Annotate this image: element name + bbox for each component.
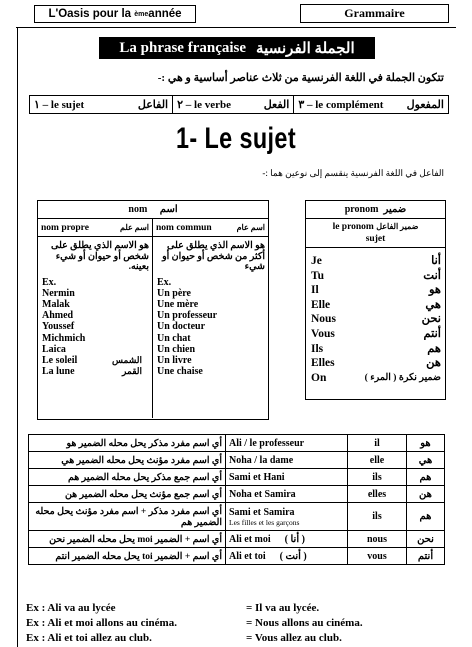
ex-label: Ex. <box>157 276 172 288</box>
element-fr: ٢ – le verbe <box>177 99 231 111</box>
example-note: Les filles et les garçons <box>229 517 300 527</box>
intro-text: تتكون الجملة في اللغة الفرنسية من ثلاث عناصر أساسية و هي :- <box>157 72 444 84</box>
pronom-fr: On <box>311 371 327 384</box>
pronom-ar: هي <box>425 298 441 311</box>
pronom-ar: هن <box>426 357 441 370</box>
pronom-sub-ar: ضمير الفاعل <box>376 222 419 231</box>
example-text: Noha et Samira <box>229 488 296 500</box>
nom-propre-item <box>42 366 142 377</box>
pronom-caption-fr: pronom <box>344 204 379 215</box>
table-row <box>29 435 445 452</box>
ex-label: Ex. <box>42 276 57 288</box>
example-text: Noha / la dame <box>229 454 294 466</box>
replacement-table <box>28 434 445 565</box>
example-right: = Vous allez au club. <box>246 632 342 644</box>
nom-propre-item: Michmich <box>42 332 86 344</box>
nom-commun-ar: اسم عام <box>236 223 265 232</box>
example-line <box>26 601 456 616</box>
example-text: Sami et Hani <box>229 471 285 483</box>
nom-commun-column <box>153 237 268 418</box>
pronoun-ar-cell: أنتم <box>407 548 445 565</box>
pronoun-ar-cell: هم <box>407 503 445 531</box>
pronoun-ar-cell: هو <box>407 435 445 452</box>
example-cell <box>226 452 348 469</box>
example-text: Sami et Samira <box>229 506 295 518</box>
example-text: Ali et toi <box>229 550 266 562</box>
pronom-fr: Ils <box>311 342 324 355</box>
table-row <box>29 548 445 565</box>
rule-cell: أي اسم + الضمير toi يحل محله الضمير انتم <box>29 548 226 565</box>
nom-propre-item: Youssef <box>42 321 75 333</box>
pronom-row <box>311 312 441 327</box>
nom-propre-header <box>38 219 153 236</box>
nom-propre-ar: اسم علم <box>120 223 149 232</box>
example-ar: ( أنت ) <box>279 550 307 562</box>
pronoun-cell: ils <box>348 469 407 486</box>
nom-caption-fr: nom <box>128 204 148 215</box>
rule-cell: أي اسم جمع مذكر يحل محله الضمير هم <box>29 469 226 486</box>
example-cell <box>226 486 348 503</box>
element-fr: ٣ – le complément <box>298 99 384 111</box>
example-cell <box>226 503 348 531</box>
pronom-row <box>311 327 441 342</box>
header-subject-label: Grammaire <box>300 4 449 23</box>
two-types-text: الفاعل في اللغة الفرنسية ينقسم إلى نوعين هما :- <box>262 168 444 178</box>
pronom-row <box>311 371 441 386</box>
pronom-fr: Je <box>311 255 322 267</box>
pronom-row <box>311 269 441 284</box>
nom-propre-item: Nermin <box>42 287 75 299</box>
pronom-row <box>311 254 441 269</box>
example-line <box>26 616 456 631</box>
page-title-fr: La phrase française <box>119 39 247 56</box>
header-school-label <box>34 5 196 23</box>
nom-propre-definition: هو الاسم الذي يطلق على شخص أو حيوان أو شيء بعينه. <box>51 241 149 272</box>
header-sup: ème <box>134 10 149 18</box>
nom-subheader <box>38 219 268 237</box>
rule-cell: أي اسم مفرد مذكر + اسم مفرد مؤنث يحل محله الضمير هم <box>29 503 226 531</box>
nom-propre-fr: nom propre <box>41 222 89 233</box>
table-row <box>29 469 445 486</box>
table-row <box>29 452 445 469</box>
example-cell <box>226 435 348 452</box>
page-title <box>99 37 375 59</box>
nom-caption <box>38 201 268 219</box>
pronoun-cell: ils <box>348 503 407 531</box>
example-cell <box>226 531 348 548</box>
nom-commun-item: Une mère <box>157 298 199 310</box>
pronoun-cell: elle <box>348 452 407 469</box>
pronom-subheader <box>306 219 445 248</box>
element-sujet <box>30 96 172 113</box>
pronom-ar: هم <box>427 342 441 355</box>
pronom-row <box>311 356 441 371</box>
pronom-sub-fr: le pronom <box>332 222 374 232</box>
table-row <box>29 531 445 548</box>
nom-commun-item: Un livre <box>157 354 192 366</box>
header-divider <box>16 27 456 28</box>
header-suffix: année <box>148 8 182 20</box>
rule-cell: أي اسم + الضمير moi يحل محله الضمير نحن <box>29 531 226 548</box>
pronom-fr: Il <box>311 284 319 297</box>
page-title-ar: الجملة الفرنسية <box>256 40 355 57</box>
pronom-row <box>311 342 441 357</box>
pronom-fr: Tu <box>311 269 325 282</box>
examples-block <box>26 601 456 646</box>
nom-propre-item: Ahmed <box>42 310 74 322</box>
nom-propre-item <box>42 355 142 366</box>
nom-table <box>37 200 269 420</box>
nom-propre-item-ar: الشمس <box>112 354 142 365</box>
left-margin-line <box>17 27 18 647</box>
pronom-ar: أنا <box>431 255 441 267</box>
pronom-fr: Nous <box>311 313 336 326</box>
nom-commun-item: Un père <box>157 287 191 299</box>
pronom-ar: نحن <box>421 313 441 326</box>
pronom-table <box>305 200 446 400</box>
nom-commun-item: Une chaise <box>157 366 203 378</box>
example-text: Ali / le professeur <box>229 437 305 449</box>
pronom-fr: Elle <box>311 298 331 311</box>
nom-propre-item: Malak <box>42 298 70 310</box>
element-fr: ١ – le sujet <box>34 99 85 111</box>
pronoun-ar-cell: هم <box>407 469 445 486</box>
pronom-ar: أنت <box>423 269 441 282</box>
pronom-caption-ar: ضمير <box>383 204 407 215</box>
pronom-ar: أنتم <box>423 327 441 340</box>
nom-commun-fr: nom commun <box>156 222 212 233</box>
pronom-ar: هو <box>428 284 441 297</box>
example-ar: ( أنا ) <box>284 533 305 545</box>
nom-propre-item-ar: القمر <box>122 366 142 377</box>
nom-commun-header <box>153 219 268 236</box>
element-verbe <box>172 96 293 113</box>
nom-propre-item-fr: Le soleil <box>42 354 78 366</box>
element-ar: الفاعل <box>137 99 169 111</box>
pronom-row <box>311 283 441 298</box>
pronoun-ar-cell: هن <box>407 486 445 503</box>
nom-propre-item: Laica <box>42 343 66 355</box>
example-left: Ex : Ali et toi allez au club. <box>26 632 152 644</box>
rule-cell: أي اسم مفرد مؤنث يحل محله الضمير هي <box>29 452 226 469</box>
nom-commun-item: Un chien <box>157 343 196 355</box>
pronoun-cell: nous <box>348 531 407 548</box>
section-title: 1- Le sujet <box>175 122 297 155</box>
rule-cell: أي اسم مفرد مذكر يحل محله الضمير هو <box>29 435 226 452</box>
example-cell <box>226 548 348 565</box>
pronoun-cell: il <box>348 435 407 452</box>
nom-commun-item: Un professeur <box>157 310 218 322</box>
nom-commun-definition: هو الاسم الذي يطلق على أكثر من شخص أو حيوان أو شيء <box>162 241 265 272</box>
sentence-elements-bar <box>29 95 449 114</box>
header-school-text: L'Oasis pour la <box>48 8 132 20</box>
table-row <box>29 486 445 503</box>
table-row <box>29 503 445 531</box>
example-left: Ex : Ali et moi allons au cinéma. <box>26 617 177 629</box>
example-right: = Il va au lycée. <box>246 602 320 614</box>
example-left: Ex : Ali va au lycée <box>26 602 116 614</box>
example-line <box>26 631 456 646</box>
pronoun-ar-cell: هي <box>407 452 445 469</box>
pronom-caption <box>306 201 445 219</box>
nom-commun-item: Un docteur <box>157 321 206 333</box>
example-right: = Nous allons au cinéma. <box>246 617 363 629</box>
pronom-fr: Vous <box>311 327 335 340</box>
pronoun-cell: vous <box>348 548 407 565</box>
pronoun-cell: elles <box>348 486 407 503</box>
pronom-sub-fr2: sujet <box>365 234 386 244</box>
element-ar: المفعول <box>406 99 444 111</box>
pronom-ar: ضمير نكرة ( المرء ) <box>364 372 441 383</box>
rule-cell: أي اسم جمع مؤنث يحل محله الضمير هن <box>29 486 226 503</box>
nom-propre-item-fr: La lune <box>42 366 75 378</box>
element-ar: الفعل <box>263 99 290 111</box>
nom-commun-item: Un chat <box>157 332 191 344</box>
pronom-row <box>311 298 441 313</box>
pronoun-ar-cell: نحن <box>407 531 445 548</box>
example-text: Ali et moi <box>229 533 271 545</box>
nom-propre-column <box>38 237 153 418</box>
element-complement <box>293 96 448 113</box>
pronom-fr: Elles <box>311 357 335 370</box>
nom-caption-ar: اسم <box>159 204 178 215</box>
example-cell <box>226 469 348 486</box>
